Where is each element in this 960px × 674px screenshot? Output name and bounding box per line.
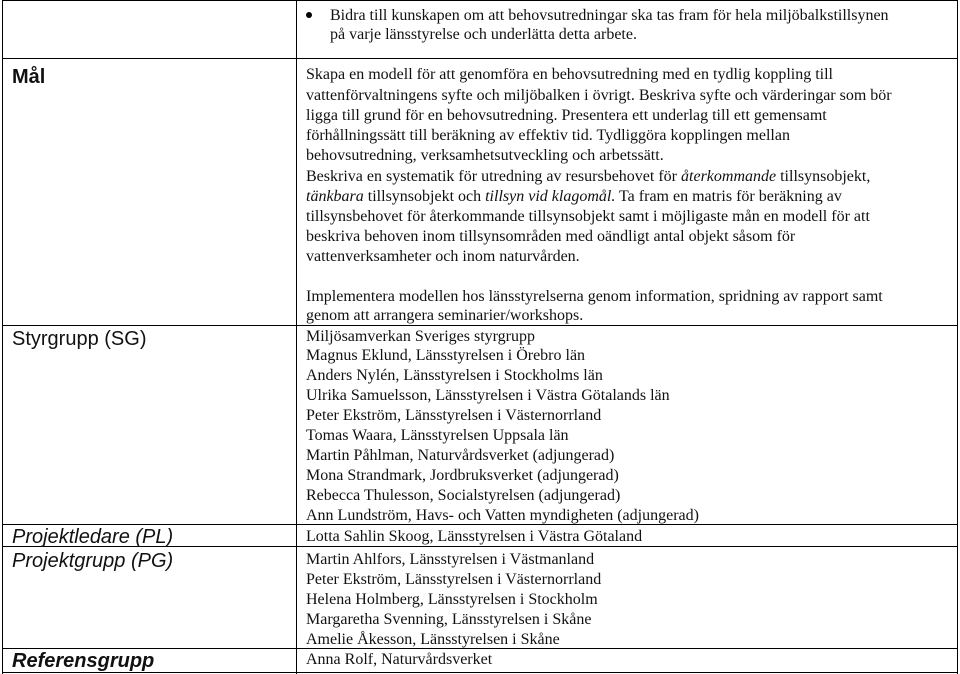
bullet-line-2: på varje länsstyrelse och underlätta detta arbete.: [330, 26, 637, 43]
table-column-divider: [296, 0, 297, 674]
row-divider-mal: [2, 58, 958, 59]
mal-line-6: Beskriva en systematik för utredning av resursbehovet för återkommande tillsynsobjekt,: [306, 168, 871, 185]
styrgrupp-label: Styrgrupp (SG): [12, 328, 147, 350]
mal-label: Mål: [12, 66, 46, 88]
mal-line-10: vattenverksamheter och inom naturvården.: [306, 248, 580, 265]
projektgrupp-member: Martin Ahlfors, Länsstyrelsen i Västmanland: [306, 551, 595, 568]
styrgrupp-member: Peter Ekström, Länsstyrelsen i Västernorrland: [306, 407, 602, 424]
impl-line-2: genom att arrangera seminarier/workshops.: [306, 307, 584, 324]
projektledare-name: Lotta Sahlin Skoog, Länsstyrelsen i Västra Götaland: [306, 528, 643, 545]
projektgrupp-member: Amelie Åkesson, Länsstyrelsen i Skåne: [306, 631, 560, 648]
referensgrupp-label: Referensgrupp: [12, 650, 155, 672]
mal-line-8: tillsynsbehovet för återkommande tillsynsobjekt samt i möjligaste mån en modell för att: [306, 208, 870, 225]
mal-line-5: behovsutredning, verksamhetsutveckling och arbetssätt.: [306, 147, 664, 164]
row-divider-top: [2, 0, 958, 1]
projektgrupp-member: Helena Holmberg, Länsstyrelsen i Stockholm: [306, 591, 598, 608]
mal-line-2: vattenförvaltningens syfte och miljöbalken i övrigt. Beskriva syfte och värderingar som bör: [306, 87, 892, 104]
referensgrupp-name: Anna Rolf, Naturvårdsverket: [306, 651, 493, 668]
styrgrupp-member: Tomas Waara, Länsstyrelsen Uppsala län: [306, 427, 569, 444]
styrgrupp-member: Ann Lundström, Havs- och Vatten myndigheten (adjungerad): [306, 507, 699, 524]
styrgrupp-member: Mona Strandmark, Jordbruksverket (adjungerad): [306, 467, 619, 484]
projektgrupp-member: Margaretha Svenning, Länsstyrelsen i Skåne: [306, 611, 592, 628]
table-border-right: [957, 0, 958, 674]
mal-line-3: ligga till grund för en behovsutredning. Presentera ett underlag till ett gemensamt: [306, 107, 827, 124]
styrgrupp-member: Magnus Eklund, Länsstyrelsen i Örebro län: [306, 347, 586, 364]
styrgrupp-member: Miljösamverkan Sveriges styrgrupp: [306, 328, 536, 345]
styrgrupp-member: Rebecca Thulesson, Socialstyrelsen (adjungerad): [306, 487, 621, 504]
projektgrupp-member: Peter Ekström, Länsstyrelsen i Västernorrland: [306, 571, 602, 588]
bullet-line-1: Bidra till kunskapen om att behovsutredningar ska tas fram för hela miljöbalkstillsynen: [330, 7, 889, 24]
impl-line-1: Implementera modellen hos länsstyrelserna genom information, spridning av rapport samt: [306, 288, 883, 305]
mal-line-4: förhållningssätt till beräkning av effektiv tid. Tydliggöra kopplingen mellan: [306, 127, 790, 144]
mal-line-9: beskriva behoven inom tillsynsområden med oändligt antal objekt såsom för: [306, 228, 796, 245]
table-border-left: [2, 0, 3, 674]
projektgrupp-label: Projektgrupp (PG): [12, 550, 174, 572]
projektledare-label: Projektledare (PL): [12, 526, 174, 548]
styrgrupp-member: Ulrika Samuelsson, Länsstyrelsen i Västra Götalands län: [306, 387, 670, 404]
bullet-icon: [306, 12, 312, 18]
mal-line-1: Skapa en modell för att genomföra en behovsutredning med en tydlig koppling till: [306, 66, 833, 83]
styrgrupp-member: Martin Påhlman, Naturvårdsverket (adjungerad): [306, 447, 615, 464]
mal-line-7: tänkbara tillsynsobjekt och tillsyn vid klagomål. Ta fram en matris för beräkning av: [306, 188, 842, 205]
styrgrupp-member: Anders Nylén, Länsstyrelsen i Stockholms län: [306, 367, 603, 384]
